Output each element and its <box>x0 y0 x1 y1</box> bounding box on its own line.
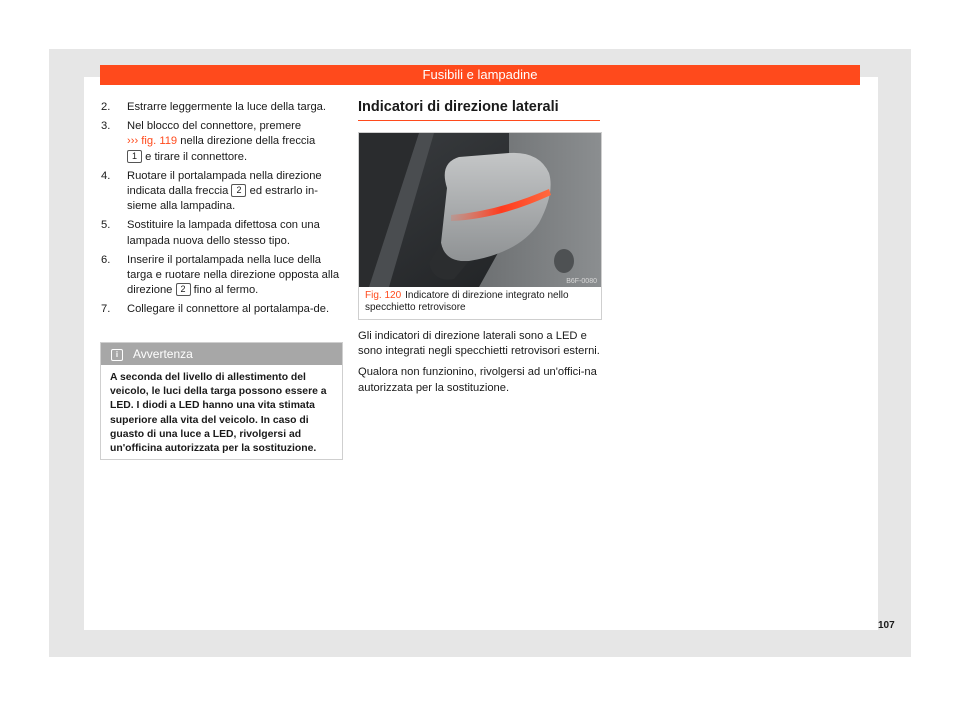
info-icon: i <box>111 349 123 361</box>
list-item: 3. Nel blocco del connettore, premere ››› fig. 119 nella direzione della freccia 1 e tirare il connettore. <box>101 120 316 163</box>
callout-number-badge: 2 <box>176 283 191 296</box>
steps-list <box>101 100 341 322</box>
page-number: 107 <box>878 620 895 631</box>
section-body <box>358 329 604 402</box>
figure-120 <box>358 132 602 320</box>
note-title: Avvertenza <box>133 347 193 361</box>
list-item: 2. Estrarre leggermente la luce della targa. <box>101 101 326 113</box>
note-body: A seconda del livello di allestimento del veicolo, le luci della targa possono essere a LED. I diodi a LED hanno una vita stimata superiore alla vita del veicolo. In caso di guasto di una luce a LED, rivolgersi ad un'officina autorizzata per la sostituzione. <box>110 372 327 455</box>
section-title: Indicatori di direzione laterali <box>358 99 600 121</box>
figure-reference-link[interactable]: ››› fig. 119 <box>127 135 178 148</box>
list-item: 4. Ruotare il portalampada nella direzione indicata dalla freccia 2 ed estrarlo in-sieme alla lampadina. <box>101 169 322 213</box>
note-header <box>101 343 342 365</box>
mirror-turn-signal-photo <box>359 133 601 287</box>
list-item: 6. Inserire il portalampada nella luce della targa e ruotare nella direzione opposta alla direzione 2 fino al fermo. <box>101 253 340 297</box>
chapter-header: Fusibili e lampadine <box>100 65 860 85</box>
list-item: 5. Sostituire la lampada difettosa con una lampada nuova dello stesso tipo. <box>101 219 320 247</box>
paragraph: Gli indicatori di direzione laterali sono a LED e sono integrati negli specchietti retrovisori esterni. <box>358 330 600 358</box>
figure-label: Fig. 120 <box>365 290 402 301</box>
callout-number-badge: 1 <box>127 150 142 163</box>
figure-code: B6F-0080 <box>566 278 597 285</box>
paragraph: Qualora non funzionino, rivolgersi ad un'offici-na autorizzata per la sostituzione. <box>358 366 597 394</box>
list-item: 7. Collegare il connettore al portalampa-de. <box>101 303 330 316</box>
warning-note <box>100 342 343 460</box>
figure-caption: Fig. 120 Indicatore di direzione integrato nello specchietto retrovisore <box>365 290 569 313</box>
callout-number-badge: 2 <box>231 184 246 197</box>
